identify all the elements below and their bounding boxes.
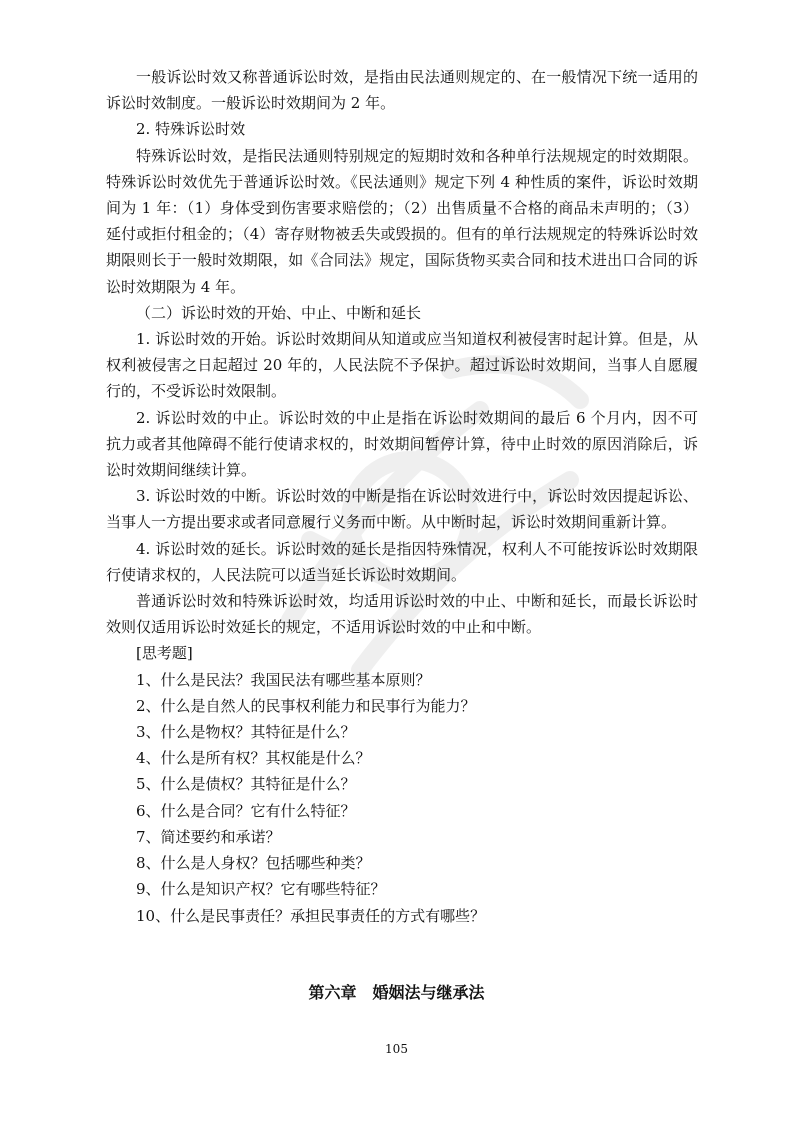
question-item: 9、什么是知识产权？它有哪些特征？ bbox=[136, 880, 386, 899]
question-item: 6、什么是合同？它有什么特征？ bbox=[136, 801, 356, 820]
paragraph-limitation-suspension: 2. 诉讼时效的中止。诉讼时效的中止是指在诉讼时效期间的最后 6 个月内，因不可抗力或者其他障碍不能行使请求权的，时效期间暂停计算，待中止时效的原因消除后，诉讼时效期间继续计算。 bbox=[106, 408, 698, 480]
paragraph-special-limitation: 特殊诉讼时效，是指民法通则特别规定的短期时效和各种单行法规规定的时效期限。特殊诉讼时效优先于普通诉讼时效。《民法通则》规定下列 4 种性质的案件，诉讼时效期间为 1 年：（1）身体受到伤害要求赔偿的；（2）出售质量不合格的商品未声明的；（3）延付或拒付租金的；（4）寄存财物被丢失或毁损的。但有的单行法规规定的特殊诉讼时效期限则长于一般时效期限，如《合同法》规定，国际货物买卖合同和技术进出口合同的诉讼时效期限为 4 年。 bbox=[106, 146, 698, 296]
document-body bbox=[106, 64, 698, 929]
question-item: 7、简述要约和承诺？ bbox=[136, 827, 281, 846]
chapter-title: 第六章 婚姻法与继承法 bbox=[308, 983, 485, 1002]
question-item: 4、什么是所有权？其权能是什么？ bbox=[136, 749, 371, 768]
questions-title: [思考题] bbox=[136, 644, 193, 663]
question-item: 1、什么是民法？我国民法有哪些基本原则？ bbox=[136, 670, 431, 689]
paragraph-general-limitation: 一般诉讼时效又称普通诉讼时效，是指由民法通则规定的、在一般情况下统一适用的诉讼时效制度。一般诉讼时效期间为 2 年。 bbox=[106, 68, 698, 113]
question-item: 3、什么是物权？其特征是什么？ bbox=[136, 723, 356, 742]
paragraph-limitation-interruption: 3. 诉讼时效的中断。诉讼时效的中断是指在诉讼时效进行中，诉讼时效因提起诉讼、当事人一方提出要求或者同意履行义务而中断。从中断时起，诉讼时效期间重新计算。 bbox=[106, 487, 698, 532]
paragraph-limitation-summary: 普通诉讼时效和特殊诉讼时效，均适用诉讼时效的中止、中断和延长，而最长诉讼时效则仅适用诉讼时效延长的规定，不适用诉讼时效的中止和中断。 bbox=[106, 592, 698, 637]
section-heading-limitation-changes: （二）诉讼时效的开始、中止、中断和延长 bbox=[136, 303, 422, 322]
question-item: 8、什么是人身权？包括哪些种类？ bbox=[136, 854, 371, 873]
question-item: 2、什么是自然人的民事权利能力和民事行为能力？ bbox=[136, 696, 476, 715]
question-item: 5、什么是债权？其特征是什么？ bbox=[136, 775, 356, 794]
heading-special-limitation: 2. 特殊诉讼时效 bbox=[136, 120, 246, 139]
paragraph-limitation-start: 1. 诉讼时效的开始。诉讼时效期间从知道或应当知道权利被侵害时起计算。但是，从权利被侵害之日起超过 20 年的，人民法院不予保护。超过诉讼时效期间，当事人自愿履行的，不受诉讼时效限制。 bbox=[106, 330, 698, 401]
paragraph-limitation-extension: 4. 诉讼时效的延长。诉讼时效的延长是指因特殊情况，权利人不可能按诉讼时效期限行使请求权的，人民法院可以适当延长诉讼时效期间。 bbox=[106, 539, 698, 584]
page-number: 105 bbox=[385, 1042, 408, 1056]
question-item: 10、什么是民事责任？承担民事责任的方式有哪些？ bbox=[136, 906, 486, 925]
